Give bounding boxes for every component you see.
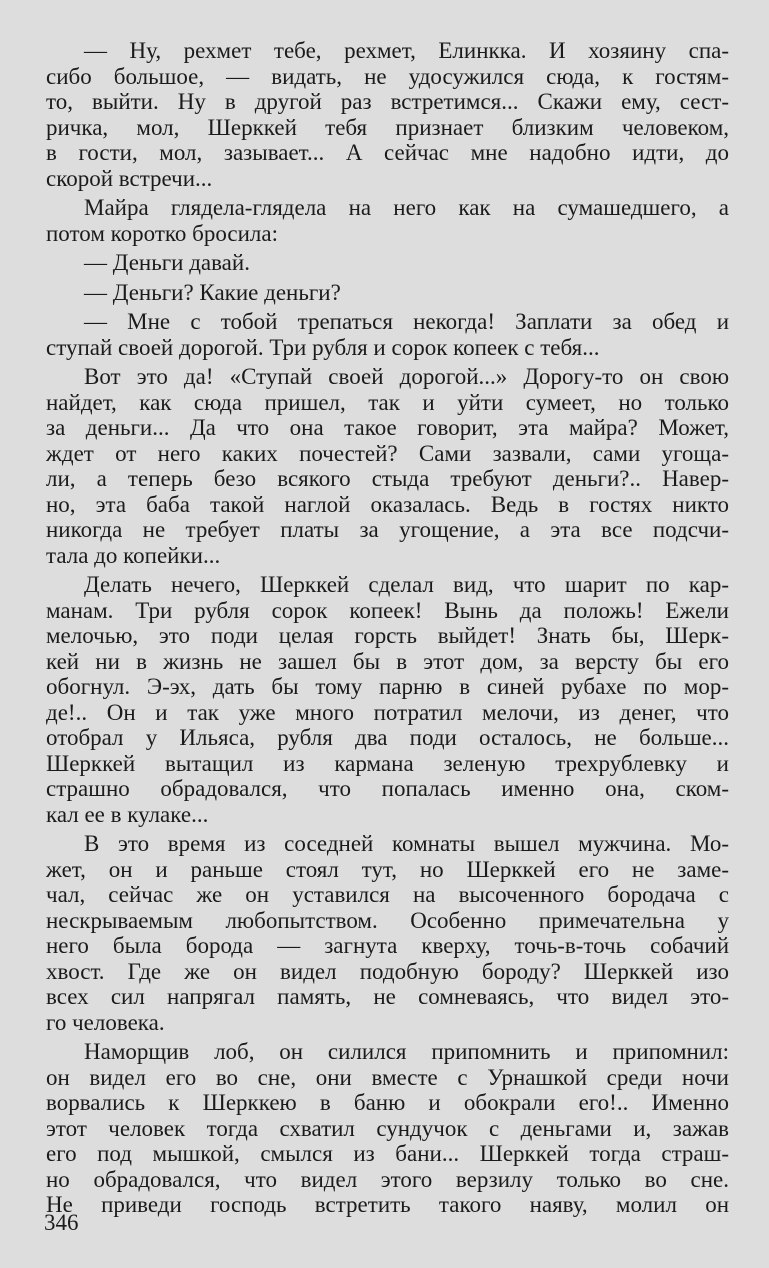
text-line: потом коротко бросила:: [46, 220, 278, 246]
text-line: — Деньги давай.: [84, 250, 250, 275]
text-line: скорой встречи...: [46, 165, 213, 191]
text-line: за деньги... Да что она такое говорит, эта майра? Может,: [46, 415, 729, 440]
text-line: Вот это да! «Ступай своей дорогой...» Дорогу-то он свою: [84, 364, 729, 389]
text-line: манам. Три рубля сорок копеек! Вынь да положь! Ежели: [46, 597, 729, 623]
text-line: Не приведи господь встретить такого наяву, молил он: [46, 1192, 729, 1217]
text-line: го человека.: [46, 1009, 165, 1035]
text-line: его под мышкой, смылся из бани... Шерккей тогда страш-: [46, 1141, 729, 1166]
text-line: найдет, как сюда пришел, так и уйти сумеет, но только: [46, 389, 729, 415]
text-line: Шерккей вытащил из кармана зеленую трехрублевку и: [46, 750, 729, 776]
text-line: Делать нечего, Шерккей сделал вид, что шарит по кар-: [84, 572, 729, 597]
text-line: ричка, мол, Шерккей тебя признает близким человеком,: [46, 114, 729, 140]
text-line: Майра глядела-глядела на него как на сумашедшего, а: [84, 195, 729, 220]
paragraph: [46, 572, 729, 827]
text-line: но обрадовался, что видел этого верзилу только во сне.: [46, 1166, 729, 1192]
text-line: — Мне с тобой трепаться некогда! Заплати за обед и: [84, 309, 729, 334]
text-line: ступай своей дорогой. Три рубля и сорок копеек с тебя...: [46, 334, 600, 360]
text-line: жет, он и раньше стоял тут, но Шерккей его не заме-: [46, 856, 729, 882]
text-line: но, эта баба такой наглой оказалась. Ведь в гостях никто: [46, 491, 729, 517]
text-line: кей ни в жизнь не зашел бы в этот дом, за версту бы его: [46, 648, 729, 674]
paragraph: [46, 831, 729, 1035]
text-line: чал, сейчас же он уставился на высоченного бородача с: [46, 882, 729, 907]
text-line: всех сил напрягал память, не сомневаясь, что видел это-: [46, 984, 729, 1009]
text-line: тала до копейки...: [46, 542, 221, 568]
text-line: ли, а теперь безо всякого стыда требуют деньги?.. Навер-: [46, 466, 729, 491]
paragraph: [46, 195, 729, 246]
text-line: то, выйти. Ну в другой раз встретимся... Скажи ему, сест-: [46, 89, 729, 114]
text-line: нескрываемым любопытством. Особенно примечательна у: [46, 907, 729, 933]
text-line: этот человек тогда схватил сундучок с деньгами и, зажав: [46, 1115, 729, 1141]
paragraph: [46, 309, 729, 360]
text-line: кал ее в кулаке...: [46, 801, 209, 827]
text-line: сибо большое, — видать, не удосужился сюда, к гостям-: [46, 63, 729, 89]
paragraph: [46, 38, 729, 191]
body-text: [46, 38, 729, 1218]
text-line: никогда не требует платы за угощение, а эта все подсчи-: [46, 517, 729, 542]
paragraph: [46, 250, 729, 276]
text-line: него была борода — загнута кверху, точь-в-точь собачий: [46, 933, 729, 958]
text-line: отобрал у Ильяса, рубля два поди осталось, не больше...: [46, 725, 729, 750]
text-line: он видел его во сне, они вместе с Урнашкой среди ночи: [46, 1064, 729, 1090]
paragraph: [46, 280, 729, 306]
text-line: — Деньги? Какие деньги?: [84, 279, 341, 305]
paragraph: [46, 364, 729, 568]
text-line: ворвались к Шерккею в баню и обокрали его!.. Именно: [46, 1090, 729, 1115]
text-line: страшно обрадовался, что попалась именно она, ском-: [46, 776, 729, 801]
text-line: ждет от него каких почестей? Сами зазвали, сами угоща-: [46, 440, 729, 466]
text-line: в гости, мол, зазывает... А сейчас мне надобно идти, до: [46, 140, 729, 165]
text-line: Наморщив лоб, он силился припомнить и припомнил:: [84, 1039, 729, 1064]
text-line: обогнул. Э-эх, дать бы тому парню в синей рубахе по мор-: [46, 674, 729, 699]
text-line: В это время из соседней комнаты вышел мужчина. Мо-: [84, 831, 729, 856]
text-line: де!.. Он и так уже много потратил мелочи, из денег, что: [46, 699, 729, 725]
paragraph: [46, 1039, 729, 1218]
page-number: 346: [44, 1210, 79, 1235]
text-line: хвост. Где же он видел подобную бороду? Шерккей изо: [46, 958, 729, 984]
text-line: — Ну, рехмет тебе, рехмет, Елинкка. И хозяину спа-: [84, 38, 729, 63]
text-line: мелочью, это поди целая горсть выйдет! Знать бы, Шерк-: [46, 623, 729, 648]
